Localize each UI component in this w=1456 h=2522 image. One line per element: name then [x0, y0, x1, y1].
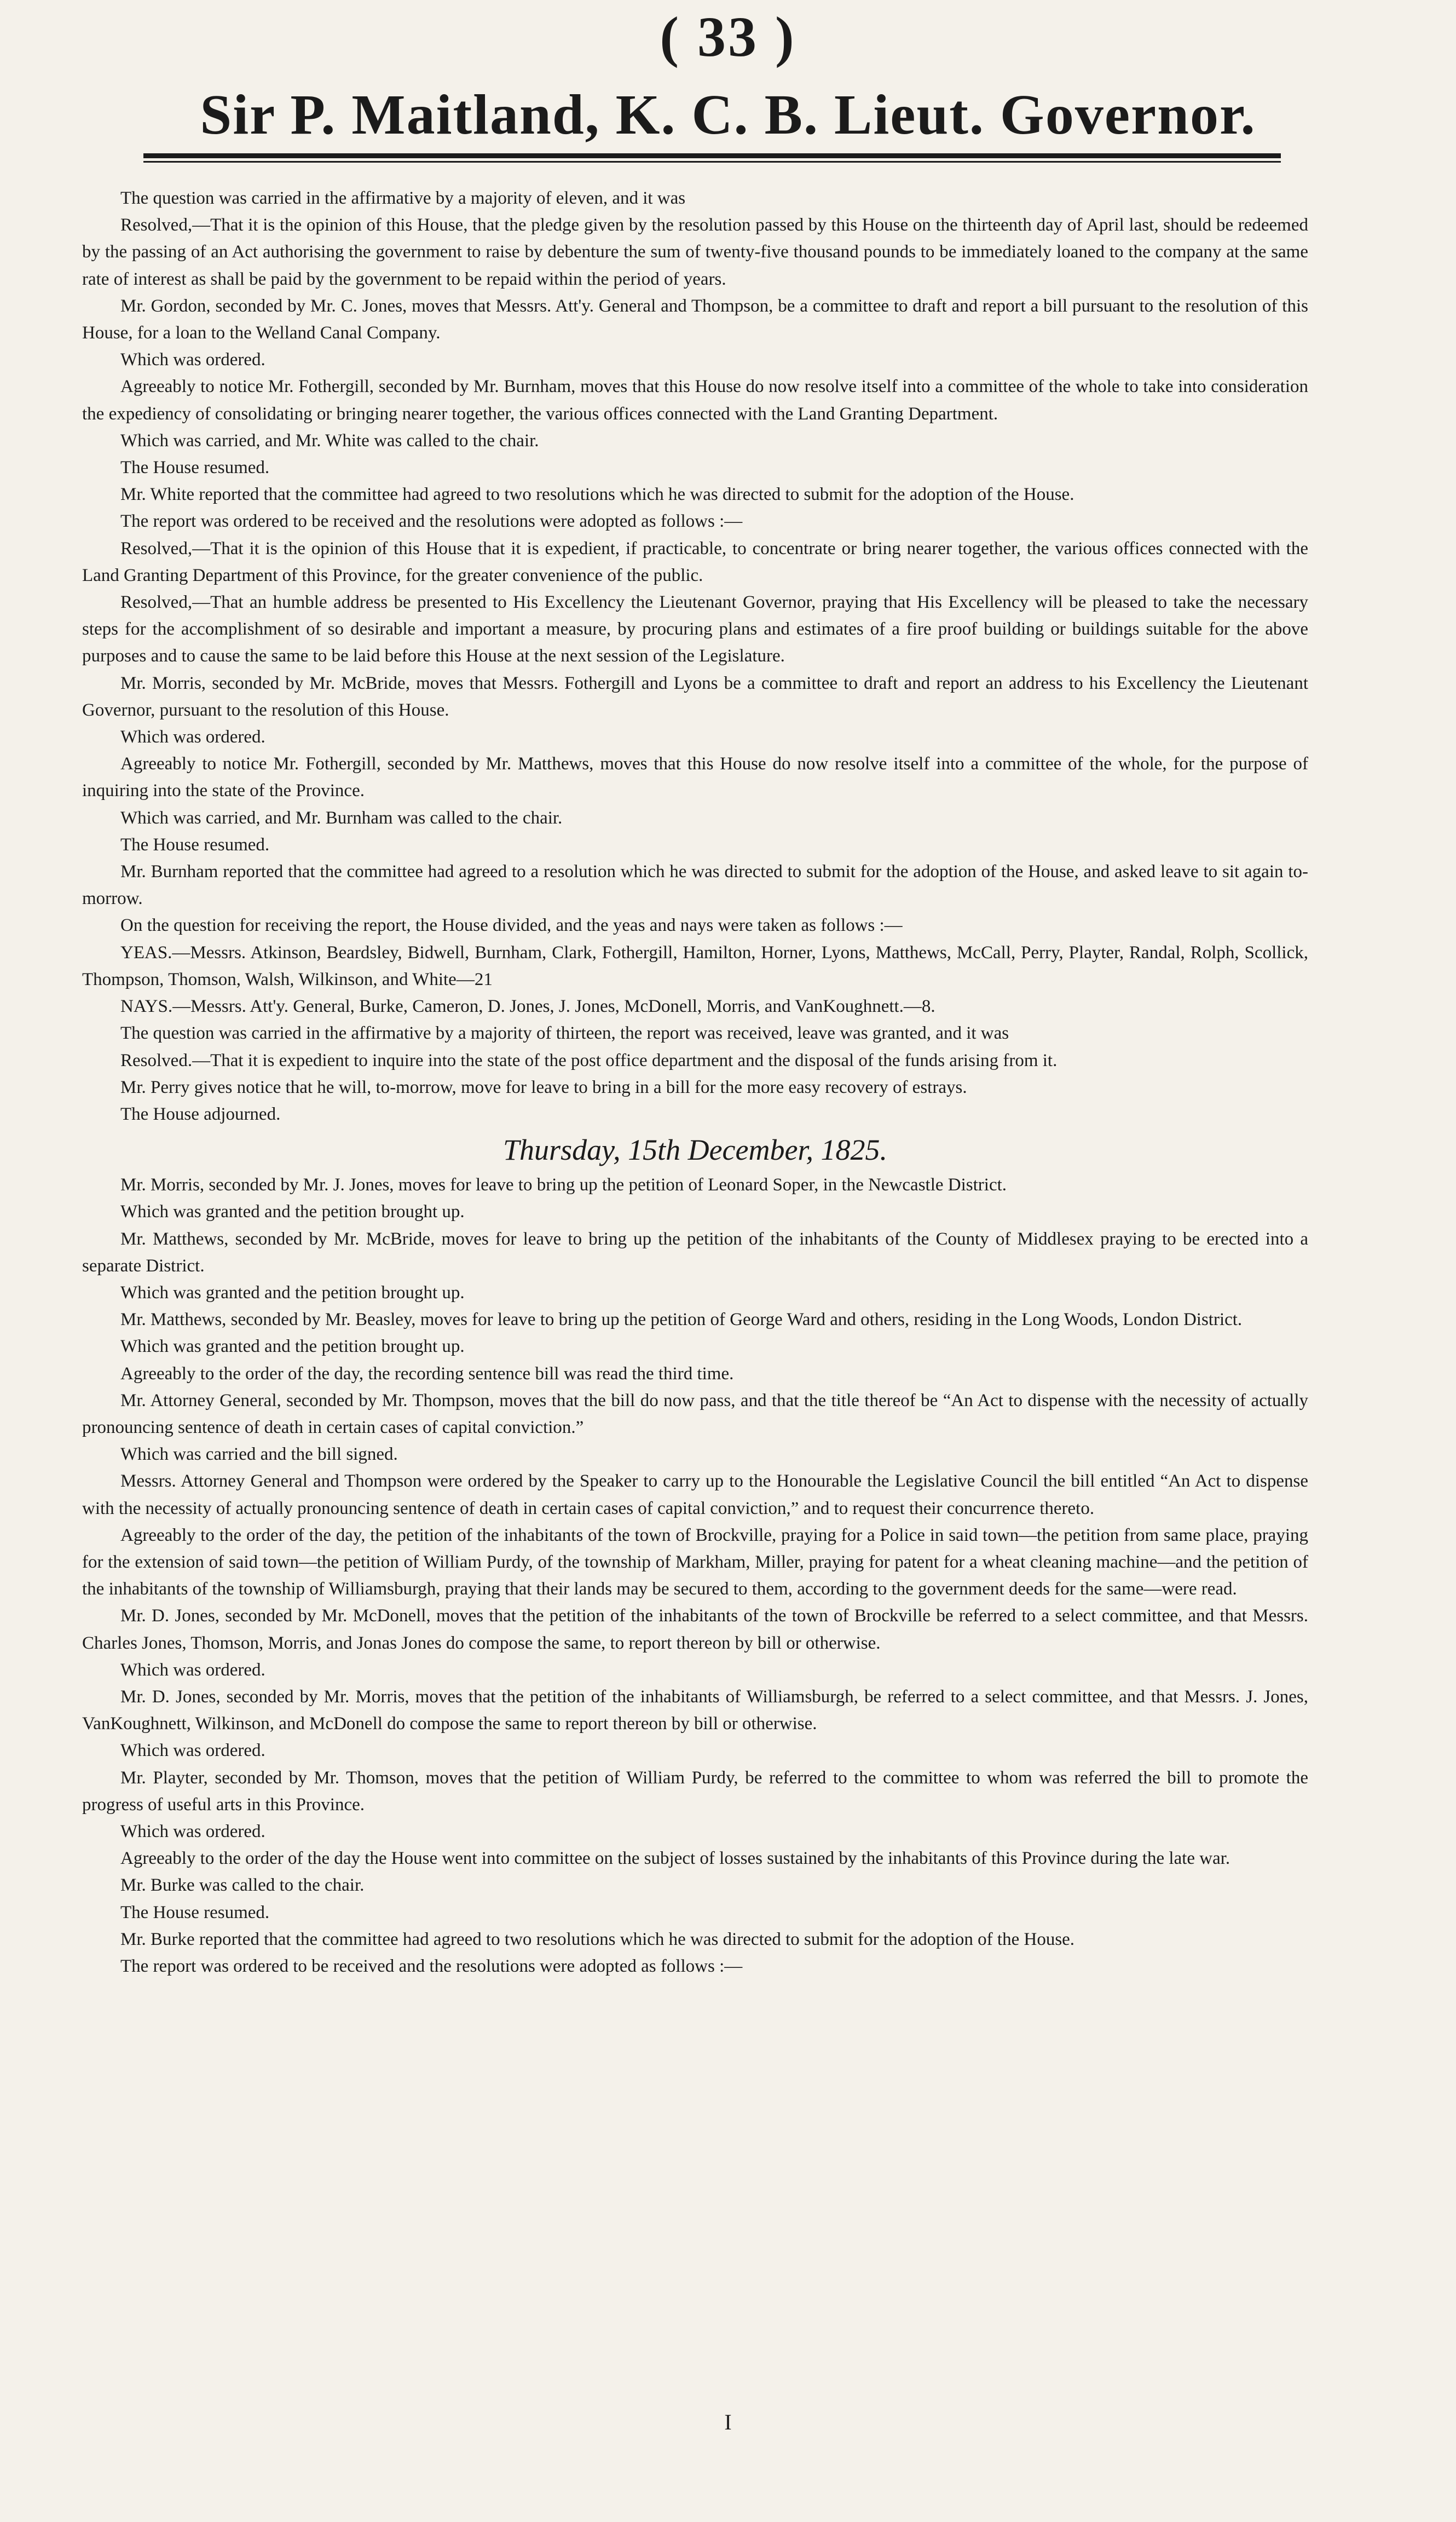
paragraph: Mr. Perry gives notice that he will, to-morrow, move for leave to bring in a bill for the more easy recovery of estrays.: [120, 1077, 967, 1097]
paragraph: The House resumed.: [120, 458, 270, 478]
paragraph: YEAS.—Messrs. Atkinson, Beardsley, Bidwell, Burnham, Clark, Fothergill, Hamilton, Horner, Lyons, Matthews, McCall, Perry, Playter, Randal, Rolph, Scollick, Thompson, Thomson, Walsh, Wilkinson, and White—21: [82, 942, 1308, 989]
paragraph: Agreeably to the order of the day the House went into committee on the subject of losses sustained by the inhabitants of this Province during the late war.: [120, 1849, 1230, 1869]
paragraph: Resolved,—That it is the opinion of this House, that the pledge given by the resolution passed by this House on the thirteenth day of April last, should be redeemed by the passing of an Act authorising the government to raise by debenture the sum of twenty-five thousand pounds to be immediately loaned to the company at the same rate of interest as shall be paid by the government to be repaid within the period of years.: [82, 215, 1308, 289]
paragraph: Mr. Matthews, seconded by Mr. McBride, moves for leave to bring up the petition of the inhabitants of the County of Middlesex praying to be erected into a separate District.: [82, 1229, 1308, 1276]
paragraph: The report was ordered to be received and the resolutions were adopted as follows :—: [120, 511, 743, 532]
paragraph: Agreeably to the order of the day, the petition of the inhabitants of the town of Brockville, praying for a Police in said town—the petition from same place, praying for the extension of said town—the petition of William Purdy, of the township of Markham, Miller, praying for patent for a wheat cleaning machine—and the petition of the inhabitants of the township of Williamsburgh, praying that their lands may be secured to them, according to the government deeds for the same—were read.: [82, 1525, 1308, 1599]
paragraph: Which was ordered.: [120, 1741, 265, 1761]
body-text: [82, 185, 1308, 1980]
paragraph: Mr. Attorney General, seconded by Mr. Thompson, moves that the bill do now pass, and that the title thereof be “An Act to dispense with the necessity of actually pronouncing sentence of death in certain cases of capital conviction.”: [82, 1390, 1308, 1437]
paragraph: Which was ordered.: [120, 1821, 265, 1841]
paragraph: The question was carried in the affirmative by a majority of eleven, and it was: [120, 188, 686, 208]
paragraph: Agreeably to notice Mr. Fothergill, seconded by Mr. Matthews, moves that this House do now resolve itself into a committee of the whole, for the purpose of inquiring into the state of the Province.: [82, 754, 1308, 801]
paragraph: Resolved,—That it is the opinion of this House that it is expedient, if practicable, to concentrate or bring nearer together, the various offices connected with the Land Granting Department of this Province, for the greater convenience of the public.: [82, 538, 1308, 585]
paragraph: Mr. Gordon, seconded by Mr. C. Jones, moves that Messrs. Att'y. General and Thompson, be a committee to draft and report a bill pursuant to the resolution of this House, for a loan to the Welland Canal Company.: [82, 296, 1308, 343]
paragraph: Resolved,—That an humble address be presented to His Excellency the Lieutenant Governor, praying that His Excellency will be pleased to take the necessary steps for the accomplishment of so desirable and important a measure, by procuring plans and estimates of a fire proof building or buildings suitable for the above purposes and to cause the same to be laid before this House at the next session of the Legislature.: [82, 592, 1308, 666]
paragraph: The question was carried in the affirmative by a majority of thirteen, the report was received, leave was granted, and it was: [120, 1023, 1009, 1044]
paragraph: Which was carried, and Mr. White was called to the chair.: [120, 430, 539, 451]
paragraph: Mr. D. Jones, seconded by Mr. Morris, moves that the petition of the inhabitants of Williamsburgh, be referred to a select committee, and that Messrs. J. Jones, VanKoughnett, Wilkinson, and McDonell do compose the same to report thereon by bill or otherwise.: [82, 1686, 1308, 1734]
paragraph: Agreeably to notice Mr. Fothergill, seconded by Mr. Burnham, moves that this House do now resolve itself into a committee of the whole to take into consideration the expediency of consolidating or bringing nearer together, the various offices connected with the Land Granting Department.: [82, 377, 1308, 424]
paragraph: Which was ordered.: [120, 1660, 265, 1680]
paragraph: Which was granted and the petition brought up.: [120, 1282, 465, 1303]
paragraph: The House adjourned.: [120, 1104, 281, 1124]
paragraph: On the question for receiving the report, the House divided, and the yeas and nays were taken as follows :—: [120, 915, 903, 936]
date-heading: Thursday, 15th December, 1825.: [503, 1133, 887, 1167]
paragraph: Mr. D. Jones, seconded by Mr. McDonell, moves that the petition of the inhabitants of the town of Brockville be referred to a select committee, and that Messrs. Charles Jones, Thomson, Morris, and Jonas Jones do compose the same, to report thereon by bill or otherwise.: [82, 1606, 1308, 1653]
page-title: Sir P. Maitland, K. C. B. Lieut. Governor.: [200, 83, 1256, 146]
paragraph: Mr. Burke was called to the chair.: [120, 1875, 365, 1896]
paragraph: Mr. Matthews, seconded by Mr. Beasley, moves for leave to bring up the petition of George Ward and others, residing in the Long Woods, London District.: [120, 1310, 1243, 1330]
header-rule-thick: [143, 153, 1281, 158]
paragraph: Mr. Morris, seconded by Mr. J. Jones, moves for leave to bring up the petition of Leonard Soper, in the Newcastle District.: [120, 1175, 1007, 1195]
paragraph: Mr. Playter, seconded by Mr. Thomson, moves that the petition of William Purdy, be referred to the committee to whom was referred the bill to promote the progress of useful arts in this Province.: [82, 1767, 1308, 1815]
paragraph: Mr. White reported that the committee had agreed to two resolutions which he was directed to submit for the adoption of the House.: [120, 485, 1074, 505]
paragraph: Which was granted and the petition brought up.: [120, 1202, 465, 1222]
paragraph: Which was granted and the petition brought up.: [120, 1337, 465, 1357]
paragraph: Which was carried and the bill signed.: [120, 1444, 398, 1465]
paragraph: The report was ordered to be received and the resolutions were adopted as follows :—: [120, 1956, 743, 1976]
header-rule-thin: [143, 161, 1281, 163]
paragraph: NAYS.—Messrs. Att'y. General, Burke, Cameron, D. Jones, J. Jones, McDonell, Morris, and VanKoughnett.—8.: [120, 997, 935, 1017]
paragraph: Resolved.—That it is expedient to inquire into the state of the post office department and the disposal of the funds arising from it.: [120, 1050, 1058, 1070]
signature-mark: I: [724, 2410, 732, 2434]
paragraph: The House resumed.: [120, 1902, 270, 1922]
paragraph: Which was carried, and Mr. Burnham was called to the chair.: [120, 808, 563, 828]
paragraph: Which was ordered.: [120, 350, 265, 370]
paragraph: The House resumed.: [120, 834, 270, 855]
page-number: ( 33 ): [660, 5, 796, 68]
paragraph: Messrs. Attorney General and Thompson were ordered by the Speaker to carry up to the Honourable the Legislative Council the bill entitled “An Act to dispense with the necessity of actually pronouncing sentence of death in certain cases of capital conviction,” and to request their concurrence thereto.: [82, 1471, 1308, 1518]
paragraph: Agreeably to the order of the day, the recording sentence bill was read the third time.: [120, 1363, 734, 1384]
paragraph: Mr. Burnham reported that the committee had agreed to a resolution which he was directed to submit for the adoption of the House, and asked leave to sit again to-morrow.: [82, 862, 1308, 909]
paragraph: Mr. Morris, seconded by Mr. McBride, moves that Messrs. Fothergill and Lyons be a committee to draft and report an address to his Excellency the Lieutenant Governor, pursuant to the resolution of this House.: [82, 673, 1308, 720]
paragraph: Mr. Burke reported that the committee had agreed to two resolutions which he was directed to submit for the adoption of the House.: [120, 1929, 1075, 1949]
paragraph: Which was ordered.: [120, 727, 265, 747]
